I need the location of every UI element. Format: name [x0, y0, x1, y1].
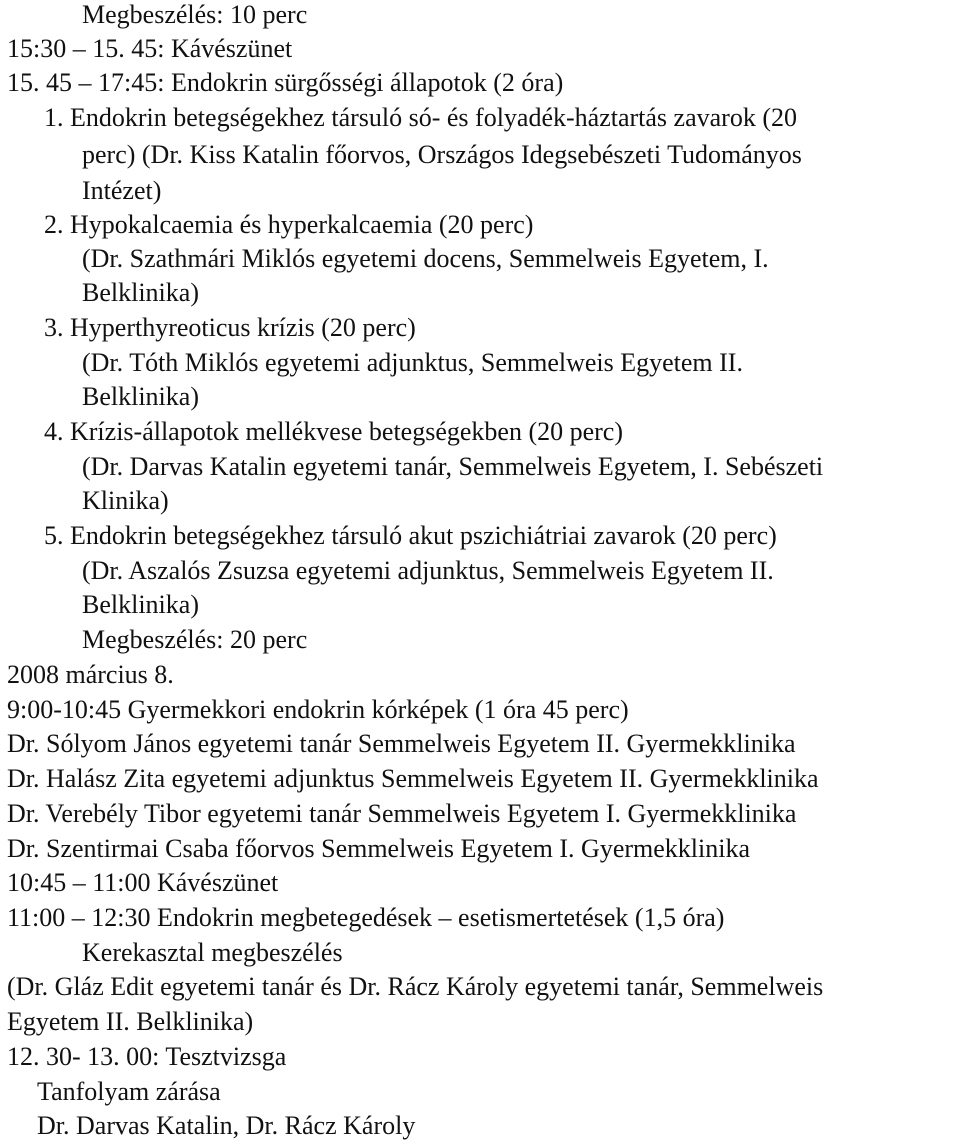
- text-line: 2008 március 8.: [7, 660, 174, 689]
- text-line: Egyetem II. Belklinika): [7, 1007, 254, 1036]
- text-line: 10:45 – 11:00 Kávészünet: [7, 868, 279, 897]
- text-line: Dr. Sólyom János egyetemi tanár Semmelweis Egyetem II. Gyermekklinika: [7, 729, 796, 758]
- text-line: Intézet): [82, 176, 162, 205]
- text-line: Dr. Darvas Katalin, Dr. Rácz Károly: [37, 1111, 416, 1140]
- text-line: 12. 30- 13. 00: Tesztvizsga: [7, 1042, 287, 1071]
- text-line: (Dr. Tóth Miklós egyetemi adjunktus, Semmelweis Egyetem II.: [82, 348, 743, 377]
- text-line: Belklinika): [82, 590, 199, 619]
- text-line: 11:00 – 12:30 Endokrin megbetegedések – esetismertetések (1,5 óra): [7, 903, 725, 932]
- text-line: 15. 45 – 17:45: Endokrin sürgősségi állapotok (2 óra): [7, 68, 564, 97]
- text-line: 9:00-10:45 Gyermekkori endokrin kórképek (1 óra 45 perc): [7, 695, 629, 724]
- text-line: Kerekasztal megbeszélés: [82, 938, 343, 967]
- text-line: perc) (Dr. Kiss Katalin főorvos, Országos Idegsebészeti Tudományos: [82, 140, 802, 169]
- text-line: Dr. Szentirmai Csaba főorvos Semmelweis Egyetem I. Gyermekklinika: [7, 834, 750, 863]
- text-line: Belklinika): [82, 382, 199, 411]
- text-line: 1. Endokrin betegségekhez társuló só- és folyadék-háztartás zavarok (20: [44, 103, 797, 132]
- text-line: (Dr. Aszalós Zsuzsa egyetemi adjunktus, Semmelweis Egyetem II.: [82, 556, 774, 585]
- text-line: 5. Endokrin betegségekhez társuló akut pszichiátriai zavarok (20 perc): [44, 521, 777, 550]
- text-line: Megbeszélés: 20 perc: [82, 625, 308, 654]
- text-line: Dr. Verebély Tibor egyetemi tanár Semmelweis Egyetem I. Gyermekklinika: [7, 799, 797, 828]
- text-line: 2. Hypokalcaemia és hyperkalcaemia (20 perc): [44, 210, 534, 239]
- text-line: (Dr. Darvas Katalin egyetemi tanár, Semmelweis Egyetem, I. Sebészeti: [82, 452, 824, 481]
- text-line: Megbeszélés: 10 perc: [82, 0, 308, 29]
- text-line: 15:30 – 15. 45: Kávészünet: [7, 34, 293, 63]
- text-line: Tanfolyam zárása: [37, 1077, 221, 1106]
- text-line: (Dr. Szathmári Miklós egyetemi docens, Semmelweis Egyetem, I.: [82, 244, 769, 273]
- text-line: 4. Krízis-állapotok mellékvese betegségekben (20 perc): [44, 417, 623, 446]
- text-line: Dr. Halász Zita egyetemi adjunktus Semmelweis Egyetem II. Gyermekklinika: [7, 764, 819, 793]
- text-line: 3. Hyperthyreoticus krízis (20 perc): [44, 313, 416, 342]
- text-line: Klinika): [82, 486, 169, 515]
- text-line: (Dr. Gláz Edit egyetemi tanár és Dr. Rácz Károly egyetemi tanár, Semmelweis: [7, 972, 824, 1001]
- text-line: Belklinika): [82, 278, 199, 307]
